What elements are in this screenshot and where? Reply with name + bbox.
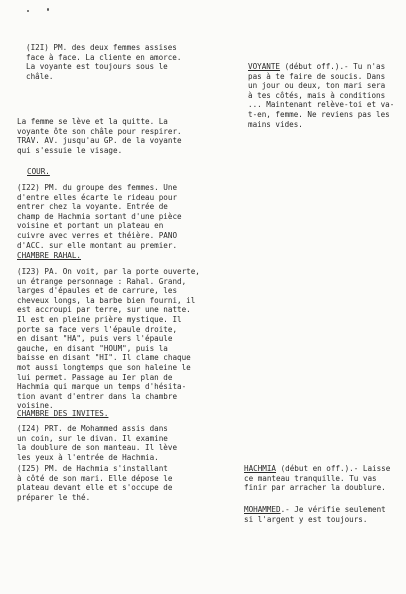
page-speck [47, 8, 49, 11]
speaker-hachmia: HACHMIA [244, 464, 277, 473]
scene-heading-chambre-rahal: CHAMBRE RAHAL. [17, 251, 82, 260]
dialogue-voyante [248, 62, 394, 129]
dialogue-hachmia-first-line: (début en off.).- Laisse [276, 464, 391, 473]
speaker-mohammed: MOHAMMED [244, 505, 281, 514]
scene-heading-chambre-des-invites: CHAMBRE DES INVITES. [17, 409, 109, 418]
scene-heading-cour: COUR. [27, 167, 50, 176]
dialogue-mohammed-text: si l'argent y est toujours. [244, 514, 368, 524]
shot-122-description: (I22) PM. du groupe des femmes. Une d'entre elles écarte le rideau pour entrer chez la voyante. Entrée de champ de Hachmia sortant d'une pièce voisine et portant un plateau en cuivre avec verres et théière. PANO d'ACC. sur elle montant au premier. [17, 183, 182, 250]
shot-124-description: (I24) PRT. de Mohammed assis dans un coin, sur le divan. Il examine la doublure de son manteau. Il lève les yeux à l'entrée de Hachmia. [17, 424, 178, 462]
dialogue-mohammed-first-line: .- Je vérifie seulement [280, 505, 386, 514]
dialogue-voyante-first-line: (début off.).- Tu n'as [280, 62, 386, 71]
shot-125-description: (I25) PM. de Hachmia s'installant à côté de son mari. Elle dépose le plateau devant elle et s'occupe de préparer le thé. [17, 464, 173, 502]
dialogue-hachmia [244, 464, 390, 493]
dialogue-hachmia-text: ce manteau tranquille. Tu vas finir par arracher la doublure. [244, 473, 386, 493]
shot-123-description: (I23) PA. On voit, par la porte ouverte, un étrange personnage : Rahal. Grand, larges d'épaules et de carrure, les cheveux longs, la barbe bien fourni, il est accroupi par terre, sur une natte. Il est en pleine prière mystique. Il porte sa face vers l'épaule droite, en disant "HA", puis vers l'épaule gauche, en disant "HOUM", puis la baisse en disant "HI". Il clame chaque mot aussi longtemps que son haleine le lui permet. Passage au Ier plan de Hachmia qui marque un temps d'hésita- tion avant d'entrer dans la chambre voisine. [17, 267, 200, 411]
shot-121-description: (I2I) PM. des deux femmes assises face à face. La cliente en amorce. La voyante est toujours sous le châle. [26, 43, 182, 81]
dialogue-mohammed [244, 505, 386, 524]
dialogue-voyante-text: pas à te faire de soucis. Dans un jour ou deux, ton mari sera à tes côtés, mais à conditions ... Maintenant relève-toi et va- t-en, femme. Ne reviens pas les mains vides. [248, 71, 395, 129]
shot-121-continuation: La femme se lève et la quitte. La voyante ôte son châle pour respirer. TRAV. AV. jusqu'au GP. de la voyante qui s'essuie le visage. [17, 117, 182, 155]
page-speck [27, 10, 29, 12]
speaker-voyante: VOYANTE [248, 62, 281, 71]
